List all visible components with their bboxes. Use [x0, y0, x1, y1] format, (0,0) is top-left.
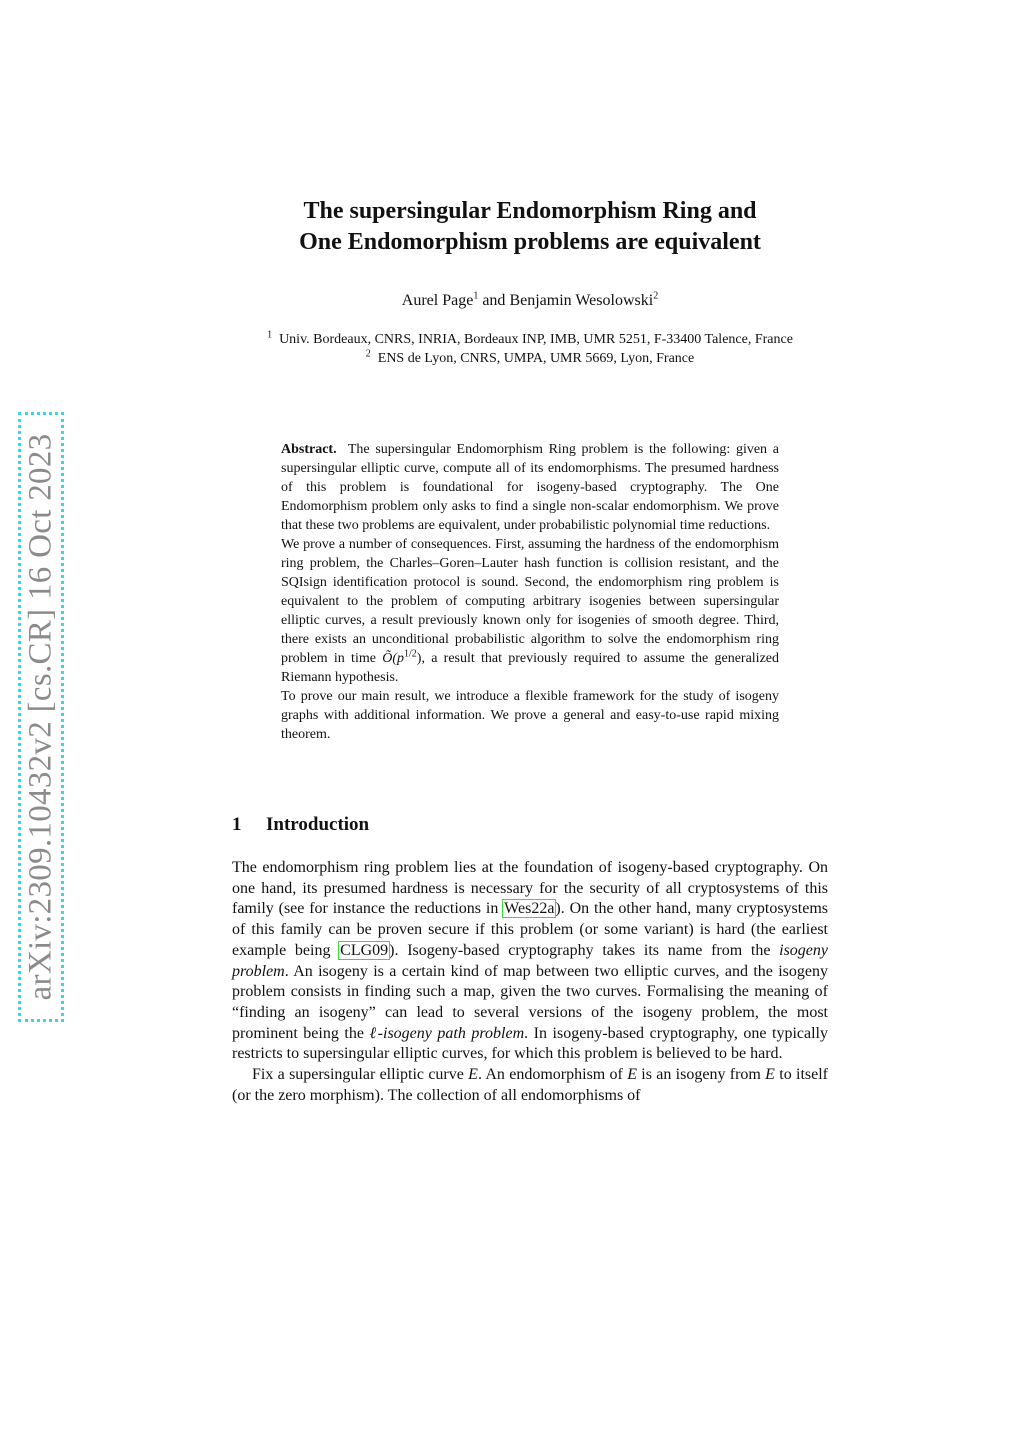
body-text: . An isogeny is a certain kind of map between two elliptic curves, and the isogeny problem consists in finding such a map, given the two curves. Formalising the meaning of “finding an isogeny” can lead to several versions of the isogeny problem, the most prominent being the: [232, 962, 828, 1042]
abstract-text: The supersingular Endomorphism Ring problem is the following: given a supersingular elliptic curve, compute all of its endomorphisms. The presumed hardness of this problem is foundational for isogeny-based cryptography. The One Endomorphism problem only asks to find a single non-scalar endomorphism. We prove that these two problems are equivalent, under probabilistic polynomial time reductions.: [281, 442, 780, 533]
section-title: Introduction: [266, 814, 370, 835]
affiliation-2: [230, 349, 830, 368]
affiliation-marker: 1: [473, 290, 479, 302]
body-text: The endomorphism ring problem lies at the foundation of isogeny-based cryptography. On one hand, its presumed hardness is necessary for the security of all cryptosystems of this family (see for instance the reductions in: [232, 859, 828, 918]
arxiv-identifier[interactable]: arXiv:2309.10432v2 [cs.CR] 16 Oct 2023: [22, 433, 59, 1001]
body-text: ). On the other hand, many cryptosystems of this family can be proven secure if this problem (or some variant) is hard (the earliest example being: [232, 900, 828, 959]
affiliation-marker: 2: [653, 290, 659, 302]
paper-title: [200, 196, 860, 258]
abstract-paragraph: [281, 535, 779, 687]
abstract-paragraph: [281, 440, 779, 535]
body-text: to itself (or the zero morphism). The collection of all endomorphisms of: [232, 1066, 829, 1104]
emphasized-term: ℓ-isogeny path problem: [369, 1024, 525, 1042]
author-name: Aurel Page: [401, 292, 474, 309]
affiliation-marker: 1: [267, 329, 273, 341]
math-variable: E: [765, 1066, 775, 1084]
section-body: [232, 858, 828, 1106]
title-line-2: One Endomorphism problems are equivalent: [299, 229, 761, 255]
abstract-text: , a result that previously required to assume the generalized Riemann hypothesis.: [281, 651, 779, 685]
affiliation-1: [230, 330, 830, 349]
body-paragraph: [232, 1065, 828, 1106]
math-variable: E: [627, 1066, 637, 1084]
body-text: Fix a supersingular elliptic curve: [252, 1066, 469, 1084]
citation-link[interactable]: CLG09: [340, 941, 389, 959]
body-text: is an isogeny from: [636, 1066, 766, 1084]
abstract-label: Abstract.: [281, 442, 337, 457]
math-symbol: Õ(p: [382, 651, 404, 666]
body-text: . An endomorphism of: [477, 1066, 628, 1084]
math-variable: E: [468, 1066, 478, 1084]
author-list: [200, 292, 860, 310]
affiliation-text: ENS de Lyon, CNRS, UMPA, UMR 5669, Lyon, France: [377, 351, 695, 366]
body-text: ). Isogeny-based cryptography takes its name from the: [389, 941, 780, 959]
abstract: [281, 440, 779, 744]
body-text: . In isogeny-based cryptography, one typically restricts to supersingular elliptic curves, for which this problem is believed to be hard.: [232, 1024, 829, 1063]
title-line-1: The supersingular Endomorphism Ring and: [303, 198, 757, 224]
section-number: 1: [232, 814, 242, 835]
abstract-text: We prove a number of consequences. First, assuming the hardness of the endomorphism ring problem, the Charles–Goren–Lauter hash function is collision resistant, and the SQIsign identification protocol is sound. Second, the endomorphism ring problem is equivalent to the problem of computing arbitrary isogenies between supersingular elliptic curves, a result previously known only for isogenies of smooth degree. Third, there exists an unconditional probabilistic algorithm to solve the endomorphism ring problem in time: [281, 537, 779, 666]
abstract-paragraph: [281, 687, 779, 744]
math-symbol: ): [416, 651, 422, 666]
author-name: Benjamin Wesolowski: [509, 292, 654, 309]
affiliation-marker: 2: [365, 348, 371, 360]
abstract-text: To prove our main result, we introduce a flexible framework for the study of isogeny graphs with additional information. We prove a general and easy-to-use rapid mixing theorem.: [281, 689, 779, 742]
math-expression: [382, 648, 422, 666]
affiliations: [230, 330, 830, 368]
section-heading: [232, 814, 369, 836]
math-exponent: 1/2: [403, 648, 417, 660]
body-paragraph: [232, 858, 828, 1065]
citation-link[interactable]: Wes22a: [504, 900, 555, 918]
emphasized-term: isogeny problem: [232, 941, 828, 980]
author-connector: and: [478, 292, 510, 309]
affiliation-text: Univ. Bordeaux, CNRS, INRIA, Bordeaux INP, IMB, UMR 5251, F-33400 Talence, France: [279, 332, 793, 347]
